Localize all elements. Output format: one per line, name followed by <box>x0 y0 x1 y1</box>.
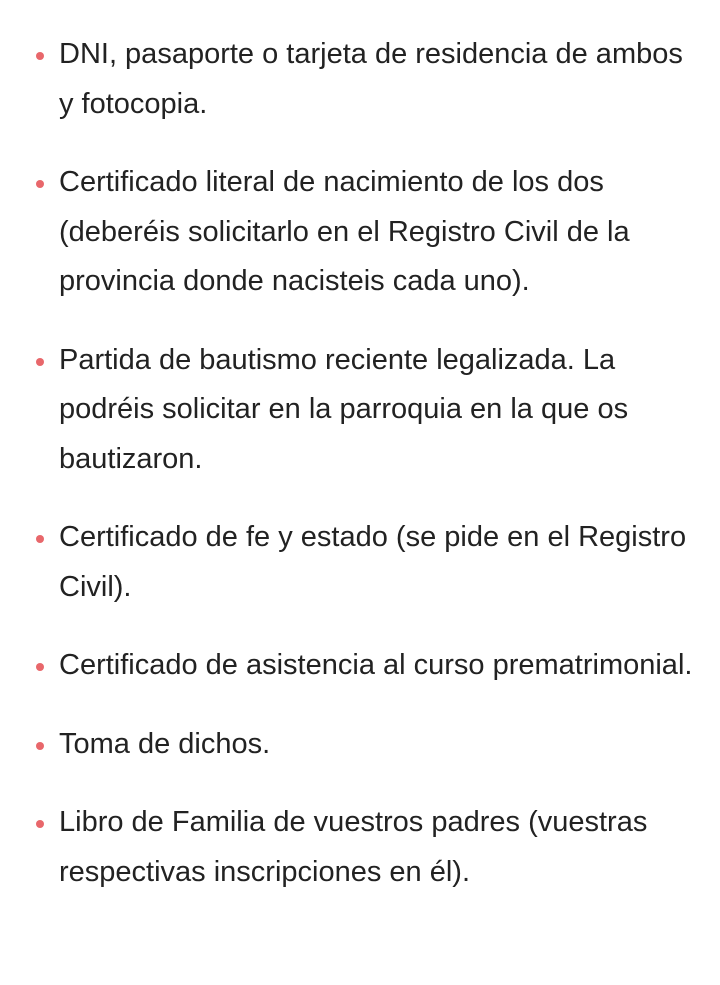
requirements-list <box>30 30 700 897</box>
list-item-text: Partida de bautismo reciente legalizada. La podréis solicitar en la parroquia en la que os bautizaron. <box>59 343 629 475</box>
list-item <box>30 798 700 897</box>
list-item <box>30 336 700 485</box>
bullet-dot-icon <box>36 742 44 750</box>
bullet-dot-icon <box>36 820 44 828</box>
list-item <box>30 30 700 129</box>
list-item <box>30 158 700 307</box>
list-item-text: Certificado de fe y estado (se pide en el Registro Civil). <box>59 521 687 603</box>
list-item <box>30 720 700 770</box>
list-item-text: Libro de Familia de vuestros padres (vuestras respectivas inscripciones en él). <box>59 806 648 888</box>
list-item-text: Toma de dichos. <box>59 727 271 760</box>
bullet-dot-icon <box>36 52 44 60</box>
list-item <box>30 641 700 691</box>
list-item-text: Certificado de asistencia al curso prematrimonial. <box>59 649 693 681</box>
list-item-text: Certificado literal de nacimiento de los dos (deberéis solicitarlo en el Registro Civil de la provincia donde nacisteis cada uno). <box>59 166 630 297</box>
list-item-text: DNI, pasaporte o tarjeta de residencia de ambos y fotocopia. <box>59 38 683 120</box>
bullet-dot-icon <box>36 663 44 671</box>
bullet-dot-icon <box>36 358 44 366</box>
bullet-dot-icon <box>36 180 44 188</box>
bullet-dot-icon <box>36 535 44 543</box>
list-item <box>30 513 700 612</box>
